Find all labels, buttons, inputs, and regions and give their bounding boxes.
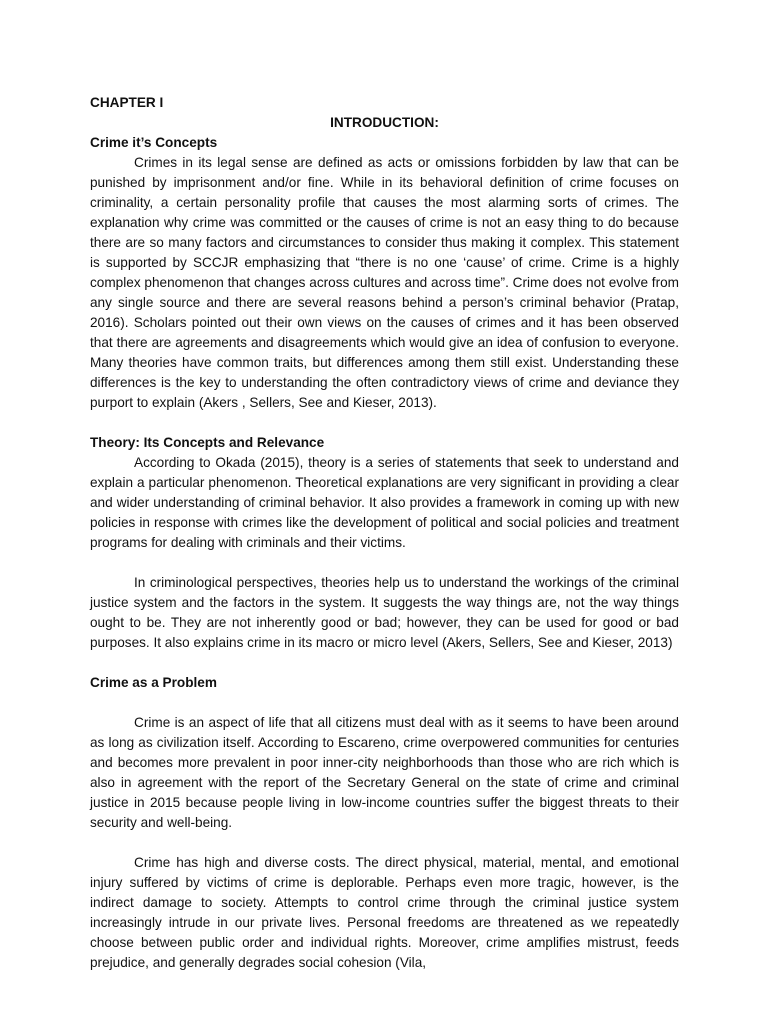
paragraph-spacer xyxy=(90,693,679,713)
paragraph-spacer xyxy=(90,653,679,673)
paragraph-crime-aspect-of-life: Crime is an aspect of life that all citizens must deal with as it seems to have been around as long as civilization itself. According to Escareno, crime overpowered communities for centuries and becomes more prevalent in poor inner-city neighborhoods than those who are rich which is also in agreement with the report of the Secretary General on the state of crime and criminal justice in 2015 because people living in low-income countries suffer the biggest threats to their security and well-being. xyxy=(90,715,679,830)
document-body xyxy=(90,93,679,973)
paragraph-crime-concepts: Crimes in its legal sense are defined as acts or omissions forbidden by law that can be punished by imprisonment and/or fine. While in its behavioral definition of crime focuses on criminality, a certain personality profile that causes the most alarming sorts of crimes. The explanation why crime was committed or the causes of crime is not an easy thing to do because there are so many factors and circumstances to consider thus making it complex. This statement is supported by SCCJR emphasizing that “there is no one ‘cause’ of crime. Crime is a highly complex phenomenon that changes across cultures and across time”. Crime does not evolve from any single source and there are several reasons behind a person’s criminal behavior (Pratap, 2016). Scholars pointed out their own views on the causes of crimes and it has been observed that there are agreements and disagreements which would give an idea of confusion to everyone. Many theories have common traits, but differences among them still exist. Understanding these differences is the key to understanding the often contradictory views of crime and deviance they purport to explain (Akers , Sellers, See and Kieser, 2013). xyxy=(90,155,679,410)
introduction-title: INTRODUCTION: xyxy=(330,115,439,130)
paragraph-spacer xyxy=(90,413,679,433)
paragraph-theory-definition: According to Okada (2015), theory is a series of statements that seek to understand and explain a particular phenomenon. Theoretical explanations are very significant in providing a clear and wider understanding of criminal behavior. It also provides a framework in coming up with new policies in response with crimes like the development of political and social policies and treatment programs for dealing with criminals and their victims. xyxy=(90,455,679,550)
section-heading-crime-concepts: Crime it’s Concepts xyxy=(90,135,218,150)
section-heading-crime-problem: Crime as a Problem xyxy=(90,675,217,690)
paragraph-spacer xyxy=(90,553,679,573)
paragraph-crime-costs: Crime has high and diverse costs. The direct physical, material, mental, and emotional injury suffered by victims of crime is deplorable. Perhaps even more tragic, however, is the indirect damage to society. Attempts to control crime through the criminal justice system increasingly intrude in our private lives. Personal freedoms are threatened as we repeatedly choose between public order and individual rights. Moreover, crime amplifies mistrust, feeds prejudice, and generally degrades social cohesion (Vila, xyxy=(90,855,679,970)
section-heading-theory: Theory: Its Concepts and Relevance xyxy=(90,435,325,450)
paragraph-spacer xyxy=(90,833,679,853)
chapter-label: CHAPTER I xyxy=(90,95,164,110)
paragraph-criminological-perspectives: In criminological perspectives, theories help us to understand the workings of the criminal justice system and the factors in the system. It suggests the way things are, not the way things ought to be. They are not inherently good or bad; however, they can be used for good or bad purposes. It also explains crime in its macro or micro level (Akers, Sellers, See and Kieser, 2013) xyxy=(90,575,679,650)
